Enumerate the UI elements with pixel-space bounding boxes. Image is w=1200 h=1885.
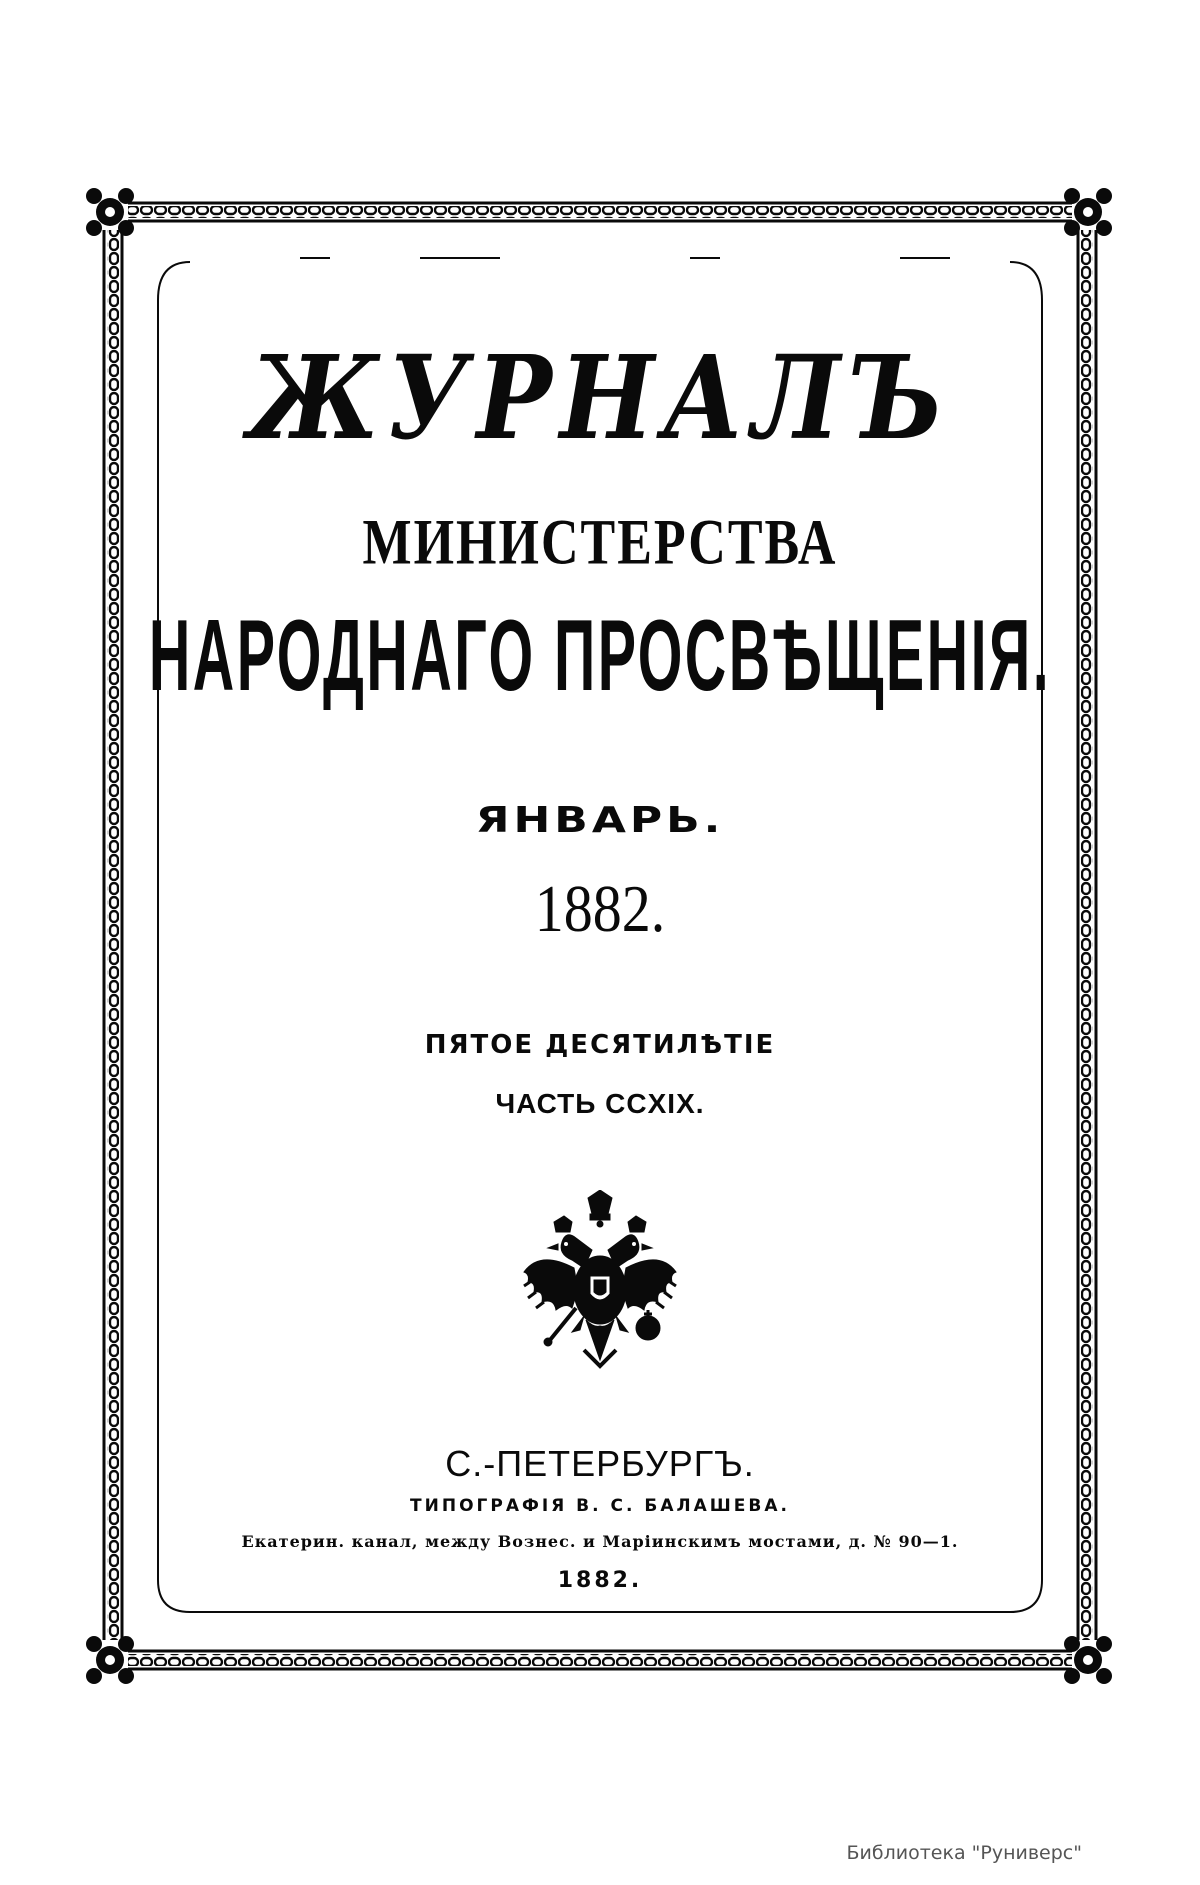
education-subtitle: НАРОДНАГО ПРОСВѢЩЕНІЯ. xyxy=(148,598,1052,712)
issue-month: ЯНВАРЬ. xyxy=(475,800,725,841)
library-watermark: Библиотека "Руниверс" xyxy=(846,1842,1082,1864)
ministry-subtitle: МИНИСТЕРСТВА xyxy=(362,507,838,579)
issue-year: 1882. xyxy=(534,871,666,946)
imprint-printer: ТИПОГРАФІЯ В. С. БАЛАШЕВА. xyxy=(410,1496,790,1516)
imprint-city: С.-ПЕТЕРБУРГЪ. xyxy=(445,1443,755,1484)
imprint-address: Екатерин. канал, между Вознес. и Маріинскимъ мостами, д. № 90—1. xyxy=(241,1532,959,1551)
issue-part: ЧАСТЬ CCXIX. xyxy=(495,1088,705,1119)
imprint-year: 1882. xyxy=(557,1568,643,1593)
double-headed-eagle-icon xyxy=(510,1190,690,1380)
frame-top-border xyxy=(128,203,1072,221)
journal-title: ЖУРНАЛЪ xyxy=(248,330,952,466)
frame-bottom-border xyxy=(128,1651,1072,1669)
issue-decade: ПЯТОЕ ДЕСЯТИЛѢТІЕ xyxy=(424,1030,776,1060)
